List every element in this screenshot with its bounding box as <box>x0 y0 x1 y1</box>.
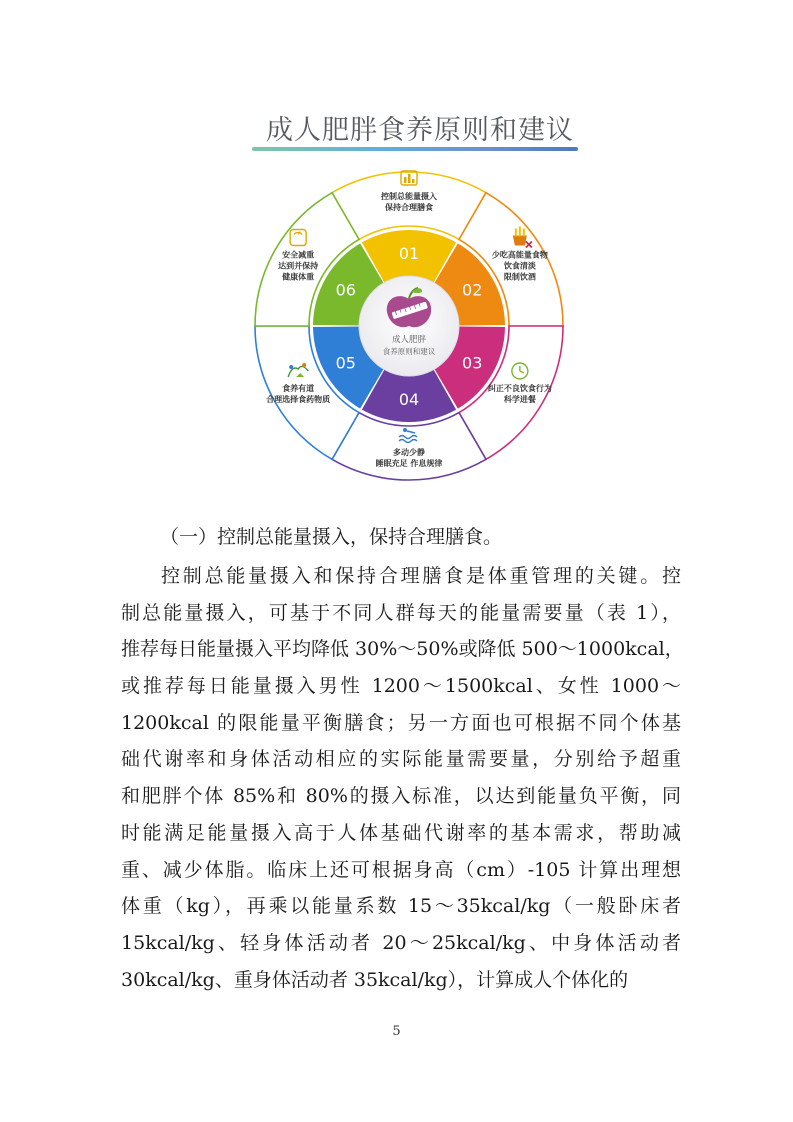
segment-label-05: 食养有道 <box>282 384 315 393</box>
paragraph-line: 或推荐每日能量摄入男性 1200～1500kcal、女性 1000～ <box>121 675 681 698</box>
title-underline <box>252 147 578 151</box>
segment-label-02: 少吃高能量食物 <box>491 250 548 260</box>
segment-label-03: 科学进餐 <box>503 395 536 404</box>
paragraph-line: 推荐每日能量摄入平均降低 30%～50%或降低 500～1000kcal， <box>121 638 684 661</box>
segment-number-04: 04 <box>398 390 420 409</box>
paragraph-line: 时能满足能量摄入高于人体基础代谢率的基本需求，帮助减 <box>121 821 681 844</box>
segment-label-04: 多动少静 <box>393 448 425 457</box>
segment-label-01: 控制总能量摄入 <box>381 192 437 201</box>
paragraph-line: 30kcal/kg、重身体活动者 35kcal/kg），计算成人个体化的 <box>121 968 629 991</box>
segment-number-02: 02 <box>462 280 483 300</box>
paragraph-line: 控制总能量摄入和保持合理膳食是体重管理的关键。控 <box>161 565 681 587</box>
paragraph-line: 体重（kg），再乘以能量系数 15～35kcal/kg（一般卧床者 <box>121 895 681 918</box>
segment-label-04: 睡眠充足 作息规律 <box>375 459 443 468</box>
segment-label-06: 达到并保持 <box>278 261 319 271</box>
paragraph-line: 制总能量摄入，可基于不同人群每天的能量需要量（表 1）， <box>121 601 681 624</box>
paragraph-line: 15kcal/kg、轻身体活动者 20～25kcal/kg、中身体活动者 <box>121 931 681 954</box>
principles-wheel <box>253 170 565 482</box>
body-paragraph <box>121 558 684 998</box>
paragraph-line: 重、减少体脂。临床上还可根据身高（cm）-105 计算出理想 <box>121 858 681 881</box>
paragraph-line: 础代谢率和身体活动相应的实际能量需要量，分别给予超重 <box>121 748 681 771</box>
segment-label-05: 合理选择食药物质 <box>266 395 331 404</box>
section-heading: （一）控制总能量摄入，保持合理膳食。 <box>160 526 503 548</box>
segment-number-01: 01 <box>398 244 420 263</box>
segment-label-06: 健康体重 <box>282 272 315 282</box>
segment-label-02: 饮食清淡 <box>503 261 536 271</box>
segment-number-03: 03 <box>462 353 483 373</box>
segment-label-06: 安全减重 <box>282 250 315 260</box>
segment-number-06: 06 <box>335 280 356 300</box>
segment-label-02: 限制饮酒 <box>503 272 536 282</box>
segment-label-01: 保持合理膳食 <box>385 203 433 212</box>
page-title: 成人肥胖食养原则和建议 <box>266 115 574 146</box>
outer-segment-04 <box>332 413 486 480</box>
page-number: 5 <box>392 1024 401 1039</box>
center-label-line1: 成人肥胖 <box>391 335 427 345</box>
segment-label-03: 纠正不良饮食行为 <box>487 384 552 393</box>
paragraph-line: 和肥胖个体 85%和 80%的摄入标准，以达到能量负平衡，同 <box>121 785 681 808</box>
center-label-line2: 食养原则和建议 <box>382 347 436 356</box>
paragraph-line: 1200kcal 的限能量平衡膳食；另一方面也可根据不同个体基 <box>121 711 681 734</box>
segment-number-05: 05 <box>335 353 356 373</box>
